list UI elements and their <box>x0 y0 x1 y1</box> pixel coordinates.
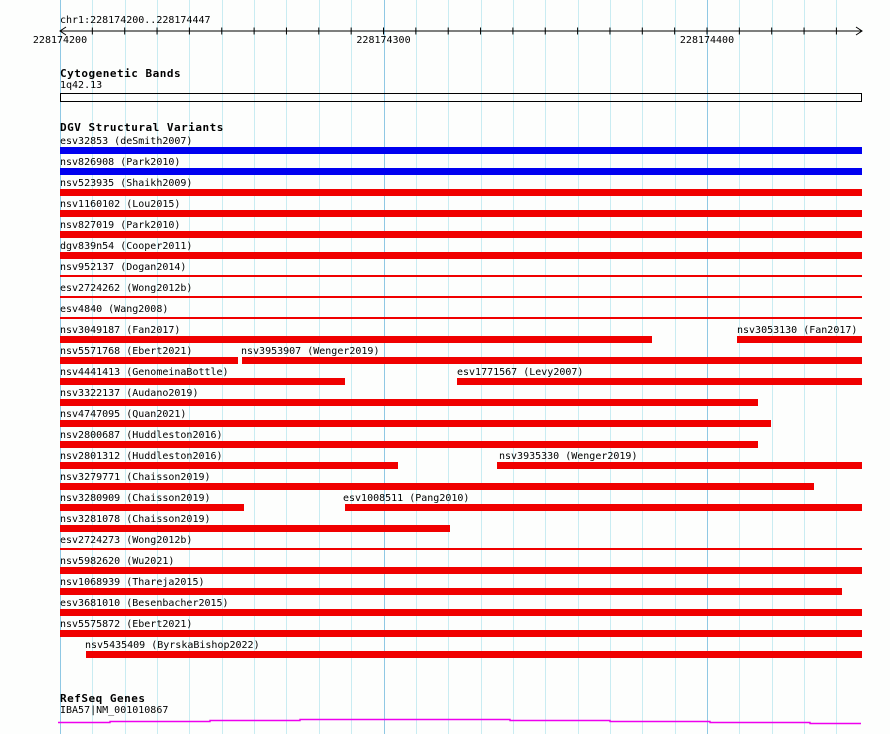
variant-label: nsv826908 (Park2010) <box>60 157 181 168</box>
variant-bar[interactable] <box>60 525 450 532</box>
variant-label: nsv3953907 (Wenger2019) <box>241 346 380 357</box>
variant-label: nsv4747095 (Quan2021) <box>60 409 187 420</box>
variant-bar[interactable] <box>60 504 244 511</box>
cytogenetic-section-title: Cytogenetic Bands <box>60 67 182 80</box>
ruler-tick-label: 228174400 <box>679 35 735 46</box>
variant-bar[interactable] <box>60 168 862 175</box>
cytoband-label: 1q42.13 <box>60 80 103 91</box>
variant-label: nsv3935330 (Wenger2019) <box>499 451 638 462</box>
variant-label: esv2724273 (Wong2012b) <box>60 535 193 546</box>
variant-bar[interactable] <box>60 588 842 595</box>
variant-label: esv3681010 (Besenbacher2015) <box>60 598 229 609</box>
variant-bar[interactable] <box>60 630 862 637</box>
variant-bar[interactable] <box>60 378 345 385</box>
variant-label: nsv5435409 (ByrskaBishop2022) <box>85 640 260 651</box>
variant-label: nsv2800687 (Huddleston2016) <box>60 430 223 441</box>
variant-bar[interactable] <box>242 357 862 364</box>
variant-bar[interactable] <box>457 378 862 385</box>
variant-bar[interactable] <box>60 609 862 616</box>
ruler-tick-label: 228174300 <box>356 35 411 46</box>
variant-label: esv2724262 (Wong2012b) <box>60 283 193 294</box>
variant-bar[interactable] <box>345 504 862 511</box>
variant-bar[interactable] <box>497 462 862 469</box>
region-title: chr1:228174200..228174447 <box>60 15 211 26</box>
variant-label: nsv3322137 (Audano2019) <box>60 388 199 399</box>
variant-bar[interactable] <box>60 189 862 196</box>
variant-label: esv4840 (Wang2008) <box>60 304 169 315</box>
variant-bar[interactable] <box>60 548 862 550</box>
variant-bar[interactable] <box>60 252 862 259</box>
variant-label: nsv3053130 (Fan2017) <box>737 325 858 336</box>
variant-bar[interactable] <box>60 399 758 406</box>
variant-label: nsv2801312 (Huddleston2016) <box>60 451 223 462</box>
variant-bar[interactable] <box>60 210 862 217</box>
variant-label: nsv1068939 (Thareja2015) <box>60 577 205 588</box>
variant-label: esv1008511 (Pang2010) <box>343 493 470 504</box>
variant-bar[interactable] <box>60 483 814 490</box>
variant-label: nsv3049187 (Fan2017) <box>60 325 181 336</box>
variant-bar[interactable] <box>60 357 238 364</box>
ruler-tick-label: 228174200 <box>32 35 88 46</box>
variant-bar[interactable] <box>60 317 862 319</box>
variant-label: nsv5571768 (Ebert2021) <box>60 346 193 357</box>
variant-bar[interactable] <box>60 296 862 298</box>
variant-label: nsv3280909 (Chaisson2019) <box>60 493 211 504</box>
variant-label: nsv3279771 (Chaisson2019) <box>60 472 211 483</box>
variant-label: nsv952137 (Dogan2014) <box>60 262 187 273</box>
variant-label: nsv5982620 (Wu2021) <box>60 556 175 567</box>
variant-bar[interactable] <box>737 336 862 343</box>
variant-label: esv1771567 (Levy2007) <box>457 367 584 378</box>
variant-label: nsv523935 (Shaikh2009) <box>60 178 193 189</box>
refseq-section-title: RefSeq Genes <box>60 692 146 705</box>
variant-bar[interactable] <box>60 231 862 238</box>
variant-bar[interactable] <box>60 147 862 154</box>
variant-label: esv32853 (deSmith2007) <box>60 136 193 147</box>
variant-label: nsv1160102 (Lou2015) <box>60 199 181 210</box>
dgv-section-title: DGV Structural Variants <box>60 121 224 134</box>
variant-label: dgv839n54 (Cooper2011) <box>60 241 193 252</box>
variant-label: nsv5575872 (Ebert2021) <box>60 619 193 630</box>
variant-bar[interactable] <box>60 336 652 343</box>
variant-bar[interactable] <box>60 275 862 277</box>
variant-label: nsv4441413 (GenomeinaBottle) <box>60 367 229 378</box>
variant-bar[interactable] <box>60 462 398 469</box>
refseq-gene-label: IBA57|NM_001010867 <box>60 705 169 716</box>
variant-bar[interactable] <box>60 441 758 448</box>
variant-bar[interactable] <box>60 567 862 574</box>
variant-label: nsv3281078 (Chaisson2019) <box>60 514 211 525</box>
variant-bar[interactable] <box>60 420 771 427</box>
variant-label: nsv827019 (Park2010) <box>60 220 181 231</box>
variant-bar[interactable] <box>86 651 862 658</box>
